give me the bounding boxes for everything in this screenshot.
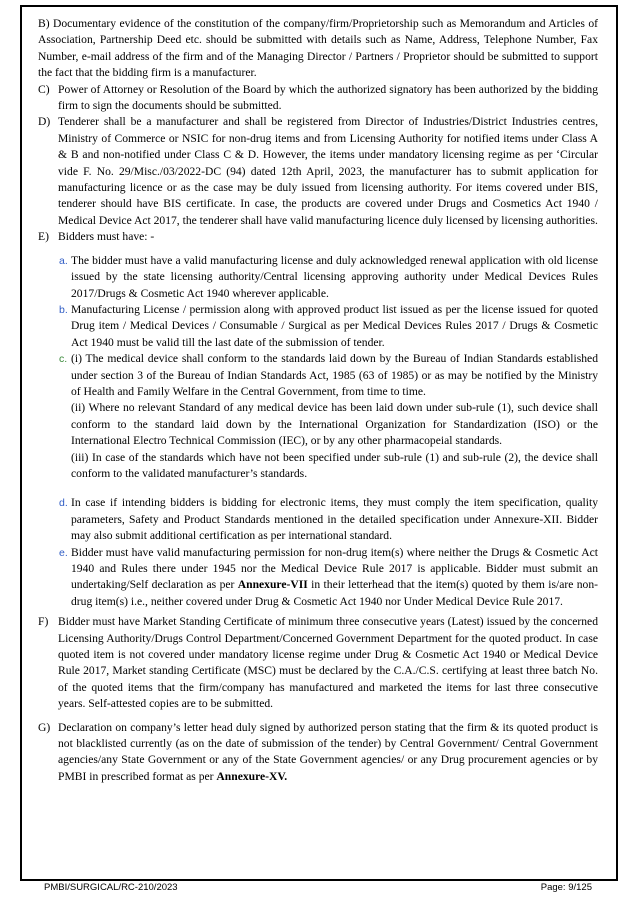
sub-a (38, 253, 598, 302)
sub-c (38, 351, 598, 482)
para-c-text: Power of Attorney or Resolution of the Board by which the authorized signatory has been authorized by the bidding firm to sign the documents should be submitted. (58, 82, 598, 113)
footer-page-number: Page: 9/125 (540, 882, 592, 893)
sub-c-iii: (iii) In case of the standards which have not been specified under sub-rule (1) and sub-rule (2), the device shall conform to the validated manufacturer’s standards. (71, 450, 598, 480)
annexure-vii-ref: Annexure-VII (237, 578, 308, 592)
annexure-xv-ref: Annexure-XV. (216, 769, 288, 783)
page-footer (44, 882, 592, 893)
sub-e-label: e. (59, 546, 68, 559)
para-c-label: C) (38, 82, 50, 96)
sub-e-text2: in their letterhead that the item(s) quoted by them is/are non-drug item(s) i.e., neither covered under Drug & Cosmetic Act 1940 nor Under Medical Device Rule 2017. (71, 578, 598, 608)
para-d-text: Tenderer shall be a manufacturer and shall be registered from Director of Industries/District Industries centres, Ministry of Commerce or NSIC for non-drug items and from Licensing Authority for notified items under Class A & B and non-notified under Class C & D. However, the items under mandatory licensing regime as per ‘Circular vide F. No. 29/Misc./03/2022-DC (94) dated 12th April, 2023, the manufacturer has to submit application for manufacturing licence or as the case may be duly issued from licensing authority. For items covered under BIS, tenderer should have BIS certificate. In case, the products are covered under Drugs and Cosmetics Act 1940 / Medical Device Act 2017, the tenderer shall have valid manufacturing licence duly licensed by licensing authorities. (58, 115, 598, 227)
sub-a-text: The bidder must have a valid manufacturing license and duly acknowledged renewal application with old license issued by the state licensing authority/Central licensing approving authority under Medical Devices Rules 2017/Drugs & Cosmetic Act 1940 wherever applicable. (71, 253, 598, 300)
footer-doc-ref: PMBI/SURGICAL/RC-210/2023 (44, 882, 178, 893)
sub-d (38, 495, 598, 544)
sub-e-text1: Bidder must have valid manufacturing permission for non-drug item(s) where neither the Drugs & Cosmetic Act 1940 and Rules there under 1945 nor the Medical Device Rule 2017 is applicable. Bidder must submit an undertaking/Self declaration as per (71, 545, 598, 592)
para-b: B) Documentary evidence of the constitution of the company/firm/Proprietorship such as Memorandum and Articles of Association, Partnership Deed etc. should be submitted with details such as Name, Address, Telephone Number, Fax Number, e-mail address of the firm and of the Managing Director / Partners / Proprietor should be submitted to support the fact that the bidding firm is a manufacturer. (38, 17, 598, 80)
para-g-label: G) (38, 720, 51, 734)
para-c (38, 82, 598, 115)
sub-c-ii: (ii) Where no relevant Standard of any medical device has been laid down under sub-rule (1), such device shall conform to the standard laid down by the International Organization for Standardization (ISO) or the International Electro Technical Commission (IEC), or by any other pharmacopeial standards. (71, 401, 598, 448)
para-g-text1: Declaration on company’s letter head duly signed by authorized person stating that the firm & its quoted product is not blacklisted currently (as on the date of submission of the tender) by Central Government/ Central Government agencies/any State Government or any of the State Government agencies/ or any Drug procurement agencies or by PMBI in prescribed format as per (58, 720, 598, 783)
document-body (38, 16, 598, 785)
sub-b (38, 302, 598, 351)
para-f-text: Bidder must have Market Standing Certificate of minimum three consecutive years (Latest) issued by the concerned Licensing Authority/Drugs Control Department/Concerned Government Department for the quoted product. In case quoted item is not covered under mandatory license regime under Drug & Cosmetic Act 1940 or Medical Device Rule 2017, Market standing Certificate (MSC) must be declared by the C.A./C.S. certifying at least three batch No. of the quoted items that the firm/company has manufactured and marketed the items for last three consecutive years. Self-attested copies are to be submitted. (58, 615, 598, 711)
para-f-label: F) (38, 615, 49, 629)
para-d (38, 114, 598, 229)
para-g (38, 720, 598, 786)
sub-c-i: (i) The medical device shall conform to the standards laid down by the Bureau of Indian Standards established under section 3 of the Bureau of Indian Standards Act, 1985 (63 of 1985) or as may be notified by the Ministry of Health and Family Welfare in the Central Government, from time to time. (71, 352, 598, 398)
sub-a-label: a. (59, 254, 68, 267)
para-e (38, 229, 598, 245)
para-e-label: E) (38, 230, 49, 244)
para-f (38, 614, 598, 712)
sub-d-text: In case if intending bidders is bidding for electronic items, they must comply the item specification, quality parameters, Safety and Product Standards mentioned in the detailed specification under Annexure-XII. Bidder may also submit additional certification as per international standard. (71, 496, 598, 543)
sub-e (38, 545, 598, 611)
para-d-label: D) (38, 115, 51, 129)
sub-d-label: d. (59, 497, 68, 510)
sub-c-label: c. (59, 353, 68, 366)
para-e-text: Bidders must have: - (58, 230, 155, 244)
sub-b-label: b. (59, 303, 68, 316)
sub-b-text: Manufacturing License / permission along with approved product list issued as per the license issued for quoted Drug item / Medical Devices / Consumable / Surgical as per Medical Devices Rules 2017 / Drugs & Cosmetic Act 1940 must be valid till the last date of the submission of tender. (71, 302, 598, 349)
